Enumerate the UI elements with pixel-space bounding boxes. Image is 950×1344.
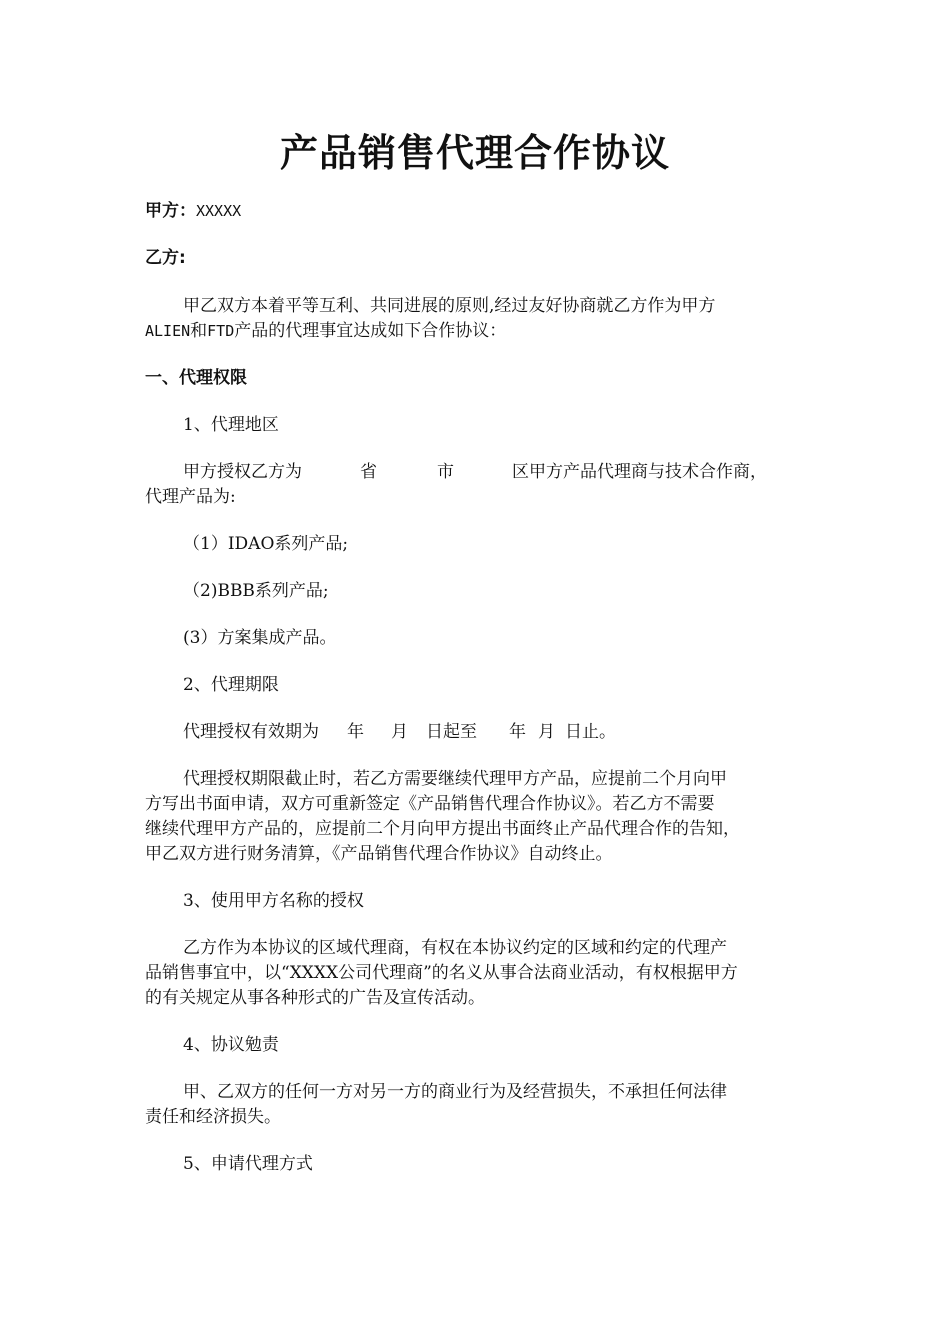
product-item-3: (3）方案集成产品。 bbox=[183, 628, 337, 648]
term-text: 代理授权有效期为 bbox=[183, 722, 319, 742]
subsection-4-title: 4、协议勉责 bbox=[183, 1035, 279, 1055]
region-city: 市 bbox=[437, 462, 454, 482]
intro-and: 和 bbox=[190, 321, 208, 341]
term-line bbox=[183, 720, 616, 744]
document-title: 产品销售代理合作协议 bbox=[279, 131, 670, 175]
name-auth-line-1: 乙方作为本协议的区域代理商，有权在本协议约定的区域和约定的代理产 bbox=[183, 938, 727, 958]
party-a-line bbox=[145, 199, 241, 223]
intro-line-1: 甲乙双方本着平等互利、共同进展的原则,经过友好协商就乙方作为甲方 bbox=[183, 296, 716, 316]
subsection-1-title: 1、代理地区 bbox=[183, 415, 279, 435]
exemption-line-2: 责任和经济损失。 bbox=[145, 1107, 281, 1127]
subsection-2-title: 2、代理期限 bbox=[183, 675, 279, 695]
renewal-line-3: 继续代理甲方产品的，应提前二个月向甲方提出书面终止产品代理合作的告知， bbox=[145, 819, 740, 839]
region-province: 省 bbox=[360, 462, 377, 482]
product-item-2: （2)BBB系列产品; bbox=[183, 581, 329, 601]
name-auth-line-2: 品销售事宜中，以“XXXX公司代理商”的名义从事合法商业活动，有权根据甲方 bbox=[145, 963, 738, 983]
term-month-2: 月 bbox=[538, 722, 555, 742]
term-month-1: 月 bbox=[391, 722, 408, 742]
subsection-5-title: 5、申请代理方式 bbox=[183, 1154, 313, 1174]
term-year-2: 年 bbox=[509, 722, 526, 742]
term-day-until: 日止。 bbox=[565, 722, 616, 742]
region-line bbox=[183, 460, 767, 484]
intro-rest: 产品的代理事宜达成如下合作协议： bbox=[234, 321, 507, 341]
name-auth-line-3: 的有关规定从事各种形式的广告及宣传活动。 bbox=[145, 988, 485, 1008]
subsection-3-title: 3、使用甲方名称的授权 bbox=[183, 891, 364, 911]
intro-code-alien: ALIEN bbox=[145, 322, 191, 340]
region-district-text: 区甲方产品代理商与技术合作商， bbox=[512, 462, 767, 482]
renewal-line-2: 方写出书面申请，双方可重新签定《产品销售代理合作协议》。若乙方不需要 bbox=[145, 794, 715, 814]
intro-line-2 bbox=[145, 319, 506, 343]
section-1-heading: 一、代理权限 bbox=[145, 368, 247, 388]
region-line-2: 代理产品为: bbox=[145, 487, 236, 507]
party-a-label: 甲方： bbox=[145, 201, 196, 221]
party-b-label: 乙方: bbox=[145, 248, 186, 268]
renewal-line-1: 代理授权期限截止时，若乙方需要继续代理甲方产品，应提前二个月向甲 bbox=[183, 769, 727, 789]
exemption-line-1: 甲、乙双方的任何一方对另一方的商业行为及经营损失，不承担任何法律 bbox=[183, 1082, 727, 1102]
term-year-1: 年 bbox=[347, 722, 364, 742]
term-day-from: 日起至 bbox=[426, 722, 477, 742]
product-item-1: （1）IDAO系列产品; bbox=[183, 534, 349, 554]
party-a-value: XXXXX bbox=[196, 202, 242, 220]
intro-code-ftd: FTD bbox=[207, 322, 235, 340]
region-grant-text: 甲方授权乙方为 bbox=[183, 462, 302, 482]
renewal-line-4: 甲乙双方进行财务清算，《产品销售代理合作协议》自动终止。 bbox=[145, 844, 613, 864]
